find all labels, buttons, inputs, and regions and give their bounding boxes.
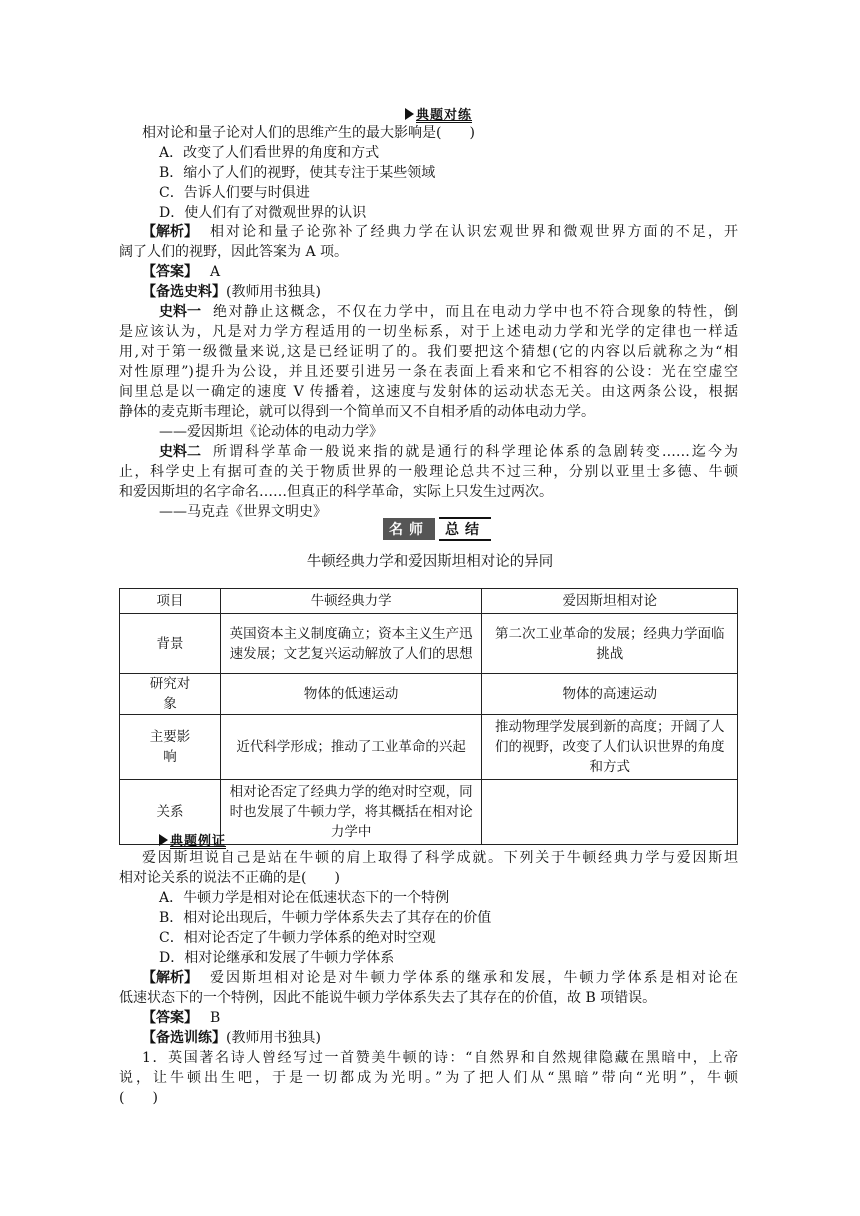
table-title: 牛顿经典力学和爱因斯坦相对论的异同 [306, 554, 554, 570]
source1-line: 绝对静止这概念，不仅在力学中，而且在电动力学中也不符合现象的特性，倒 [213, 304, 738, 320]
option-b: B．缩小了人们的视野，使其专注于某些领域 [159, 165, 436, 181]
analysis-text: 爱因斯坦相对论是对牛顿力学体系的继承和发展，牛顿力学体系是相对论在 [210, 970, 738, 986]
table-row [120, 674, 738, 715]
comparison-table [119, 588, 738, 845]
question-2-cont: 相对论关系的说法不正确的是( ) [119, 870, 340, 886]
row-item: 主要影响 [120, 715, 221, 780]
analysis-label: 【解析】 [142, 970, 198, 986]
source2-attribution: ——马克垚《世界文明史》 [159, 504, 327, 520]
source2-first [159, 442, 738, 462]
source2-line: 止，科学史上有据可查的关于物质世界的一般理论总共不过三种，分别以亚里士多德、牛顿 [119, 464, 738, 480]
question-1: 相对论和量子论对人们的思维产生的最大影响是( ) [142, 125, 475, 141]
option-b: B．相对论出现后，牛顿力学体系失去了其存在的价值 [159, 910, 492, 926]
source2-line: 所谓科学革命一般说来指的就是通行的科学理论体系的急剧转变……迄今为 [213, 444, 738, 460]
analysis-2-cont: 低速状态下的一个特例，因此不能说牛顿力学体系失去了其存在的价值，故 B 项错误。 [119, 990, 657, 1006]
row-einstein: 推动物理学发展到新的高度；开阔了人们的视野，改变了人们认识世界的角度和方式 [482, 715, 738, 780]
beixuan-label: 【备选训练】 [142, 1030, 226, 1046]
source1-line: 静体的麦克斯韦理论，就可以得到一个简单而又不自相矛盾的动体电动力学。 [119, 404, 595, 420]
source1-label: 史料一 [159, 304, 201, 320]
mingshi-zongjie-badge [383, 518, 491, 540]
beixuan-shiliao [142, 282, 321, 302]
source1-first [159, 302, 738, 322]
zongjie-label: 总结 [439, 517, 491, 541]
option-a: A．改变了人们看世界的角度和方式 [159, 145, 380, 161]
training-q1-cont: 说，让牛顿出生吧，于是一切都成为光明。”为了把人们从“黑暗”带向“光明”，牛顿 [119, 1070, 738, 1086]
badge-label: 典题对练 [416, 108, 473, 123]
dianti-duilian-badge [405, 104, 472, 123]
row-item: 关系 [120, 780, 221, 845]
row-item: 背景 [120, 614, 221, 674]
training-q1-blank: ( ) [119, 1090, 158, 1106]
row-einstein: 第二次工业革命的发展；经典力学面临挑战 [482, 614, 738, 674]
row-einstein: 物体的高速运动 [482, 674, 738, 715]
analysis-1-cont: 阔了人们的视野，因此答案为 A 项。 [119, 244, 349, 260]
row-newton: 英国资本主义制度确立；资本主义生产迅速发展；文艺复兴运动解放了人们的思想 [220, 614, 482, 674]
header-einstein: 爱因斯坦相对论 [482, 589, 738, 614]
source1-line: 是应该认为，凡是对力学方程适用的一切坐标系，对于上述电动力学和光学的定律也一样适 [119, 324, 738, 340]
analysis-1 [142, 222, 738, 242]
answer-value: B [210, 1010, 221, 1026]
row-newton: 近代科学形成；推动了工业革命的兴起 [220, 715, 482, 780]
beixuan-xunlian [142, 1028, 321, 1048]
table-header-row [120, 589, 738, 614]
source1-line: 间里总是以一确定的速度 V 传播着，这速度与发射体的运动状态无关。由这两条公设，根据 [119, 384, 738, 400]
beixuan-note: (教师用书独具) [226, 284, 321, 300]
option-d: D．相对论继承和发展了牛顿力学体系 [159, 950, 395, 966]
beixuan-note: (教师用书独具) [226, 1030, 321, 1046]
answer-label: 【答案】 [142, 264, 198, 280]
header-item: 项目 [120, 589, 221, 614]
answer-1 [142, 262, 220, 282]
analysis-text: 相对论和量子论弥补了经典力学在认识宏观世界和微观世界方面的不足，开 [210, 224, 738, 240]
badge-label: 典题例证 [170, 834, 227, 849]
row-newton: 物体的低速运动 [220, 674, 482, 715]
source1-line: 对性原理”)提升为公设，并且还要引进另一条在表面上看来和它不相容的公设：光在空虚空 [119, 364, 738, 380]
row-merged: 相对论否定了经典力学的绝对时空观，同时也发展了牛顿力学，将其概括在相对论力学中 [220, 780, 482, 845]
dianti-lizheng-badge [159, 830, 226, 849]
option-c: C．告诉人们要与时俱进 [159, 185, 310, 201]
option-d: D．使人们有了对微观世界的认识 [159, 205, 367, 221]
triangle-icon [405, 108, 414, 120]
question-2: 爱因斯坦说自己是站在牛顿的肩上取得了科学成就。下列关于牛顿经典力学与爱因斯坦 [142, 850, 738, 866]
triangle-icon [159, 834, 168, 846]
analysis-2 [142, 968, 738, 988]
training-q1: 1．英国著名诗人曾经写过一首赞美牛顿的诗：“自然界和自然规律隐藏在黑暗中，上帝 [142, 1050, 738, 1066]
answer-label: 【答案】 [142, 1010, 198, 1026]
source2-line: 和爱因斯坦的名字命名……但真正的科学革命，实际上只发生过两次。 [119, 484, 553, 500]
table-row [120, 715, 738, 780]
beixuan-label: 【备选史料】 [142, 284, 226, 300]
source1-line: 用,对于第一级微量来说,这是已经证明了的。我们要把这个猜想(它的内容以后就称之为“相 [119, 344, 738, 360]
option-a: A．牛顿力学是相对论在低速状态下的一个特例 [159, 890, 450, 906]
table-row [120, 614, 738, 674]
source2-label: 史料二 [159, 444, 201, 460]
analysis-label: 【解析】 [142, 224, 198, 240]
header-newton: 牛顿经典力学 [220, 589, 482, 614]
source1-attribution: ——爱因斯坦《论动体的电动力学》 [159, 424, 383, 440]
mingshi-label: 名师 [383, 518, 435, 540]
row-empty [482, 780, 738, 845]
option-c: C．相对论否定了牛顿力学体系的绝对时空观 [159, 930, 436, 946]
answer-2 [142, 1008, 220, 1028]
answer-value: A [210, 264, 221, 280]
row-item: 研究对象 [120, 674, 221, 715]
